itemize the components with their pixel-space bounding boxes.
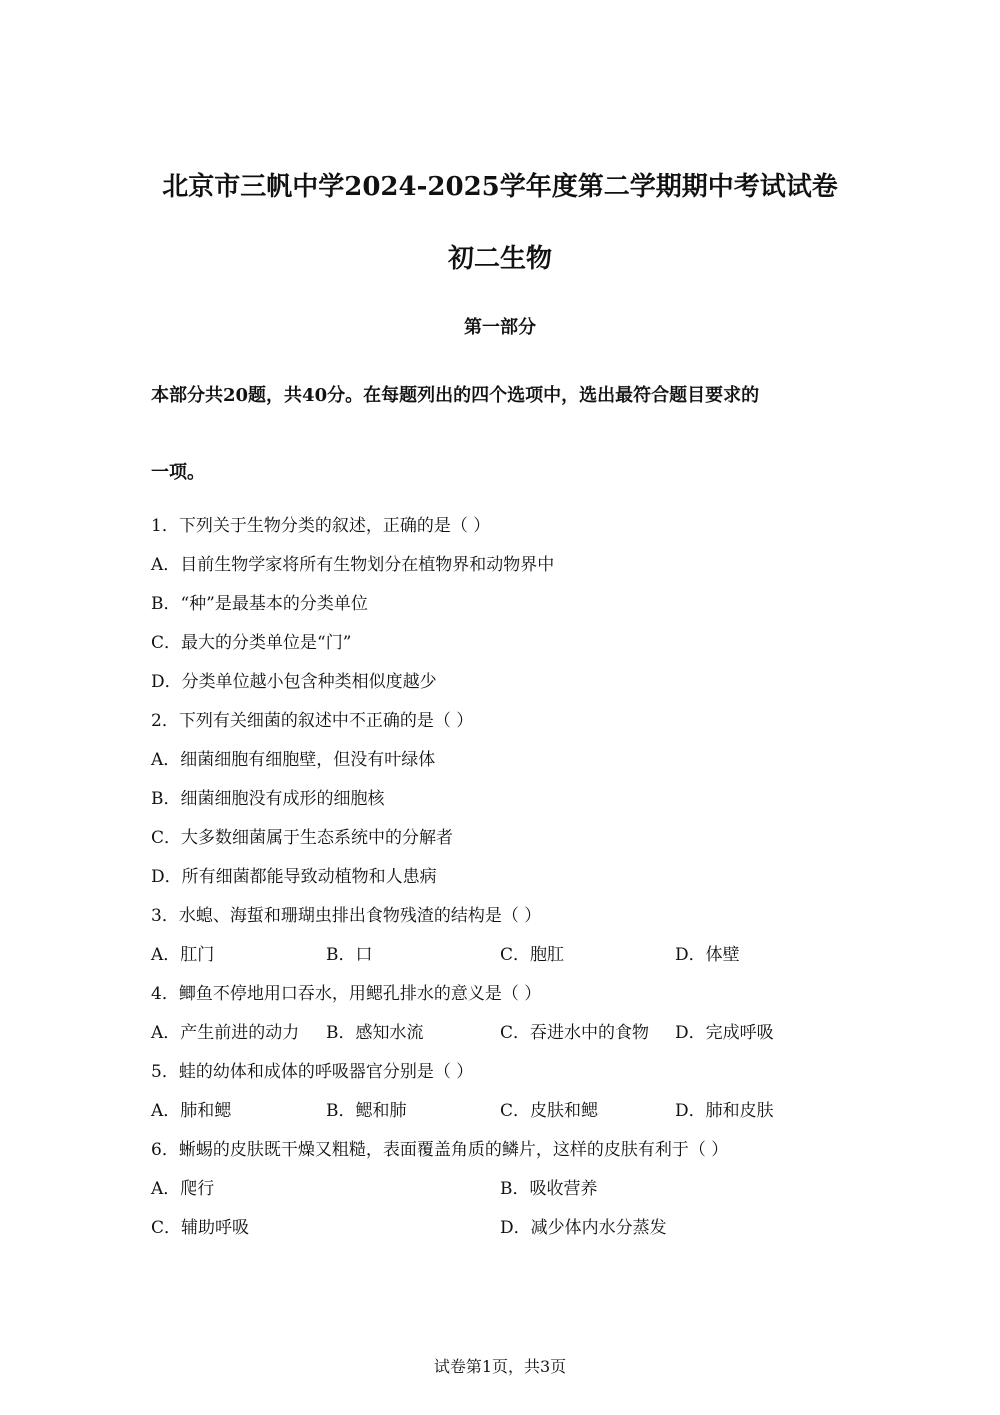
question-2-option-c: C．大多数细菌属于生态系统中的分解者 <box>151 828 454 848</box>
question-3-option-c: C．胞肛 <box>500 945 565 965</box>
exam-subject: 初二生物 <box>447 244 552 274</box>
question-2-option-b: B．细菌细胞没有成形的细胞核 <box>151 789 385 809</box>
question-4-option-b: B．感知水流 <box>326 1023 424 1043</box>
question-4-option-d: D．完成呼吸 <box>675 1023 774 1043</box>
question-4-stem: 4．鲫鱼不停地用口吞水，用鳃孔排水的意义是（ ） <box>151 984 542 1004</box>
question-6-option-d: D．减少体内水分蒸发 <box>500 1218 667 1238</box>
question-5-option-b: B．鳃和肺 <box>326 1101 407 1121</box>
question-4-option-c: C．吞进水中的食物 <box>500 1023 650 1043</box>
question-5-option-d: D．肺和皮肤 <box>675 1101 774 1121</box>
section-title: 第一部分 <box>464 317 536 338</box>
question-6-stem: 6．蜥蜴的皮肤既干燥又粗糙，表面覆盖角质的鳞片，这样的皮肤有利于（ ） <box>151 1140 729 1160</box>
question-5-stem: 5．蛙的幼体和成体的呼吸器官分别是（ ） <box>151 1062 474 1082</box>
question-6-option-b: B．吸收营养 <box>500 1179 598 1199</box>
question-3-stem: 3．水螅、海蜇和珊瑚虫排出食物残渣的结构是（ ） <box>151 906 542 926</box>
question-1-option-d: D．分类单位越小包含种类相似度越少 <box>151 672 437 692</box>
question-5-option-a: A．肺和鳃 <box>151 1101 232 1121</box>
question-2-option-d: D．所有细菌都能导致动植物和人患病 <box>151 867 437 887</box>
question-3-option-b: B．口 <box>326 945 373 965</box>
question-6-option-c: C．辅助呼吸 <box>151 1218 250 1238</box>
question-1-option-c: C．最大的分类单位是“门” <box>151 633 352 653</box>
question-4-option-a: A．产生前进的动力 <box>151 1023 300 1043</box>
exam-title: 北京市三帆中学2024-2025学年度第二学期期中考试试卷 <box>162 172 838 202</box>
page-footer: 试卷第1页，共3页 <box>433 1357 567 1376</box>
question-1-option-b: B．“种”是最基本的分类单位 <box>151 594 368 614</box>
question-1-option-a: A．目前生物学家将所有生物划分在植物界和动物界中 <box>151 555 555 575</box>
question-6-option-a: A．爬行 <box>151 1179 215 1199</box>
question-3-option-d: D．体壁 <box>675 945 740 965</box>
question-1-stem: 1．下列关于生物分类的叙述，正确的是（ ） <box>151 516 491 536</box>
section-instruction-line-2: 一项。 <box>151 462 205 483</box>
question-3-option-a: A．肛门 <box>151 945 215 965</box>
question-2-stem: 2．下列有关细菌的叙述中不正确的是（ ） <box>151 711 474 731</box>
section-instruction-line-1: 本部分共20题，共40分。在每题列出的四个选项中，选出最符合题目要求的 <box>151 385 760 406</box>
question-2-option-a: A．细菌细胞有细胞壁，但没有叶绿体 <box>151 750 436 770</box>
question-5-option-c: C．皮肤和鳃 <box>500 1101 599 1121</box>
